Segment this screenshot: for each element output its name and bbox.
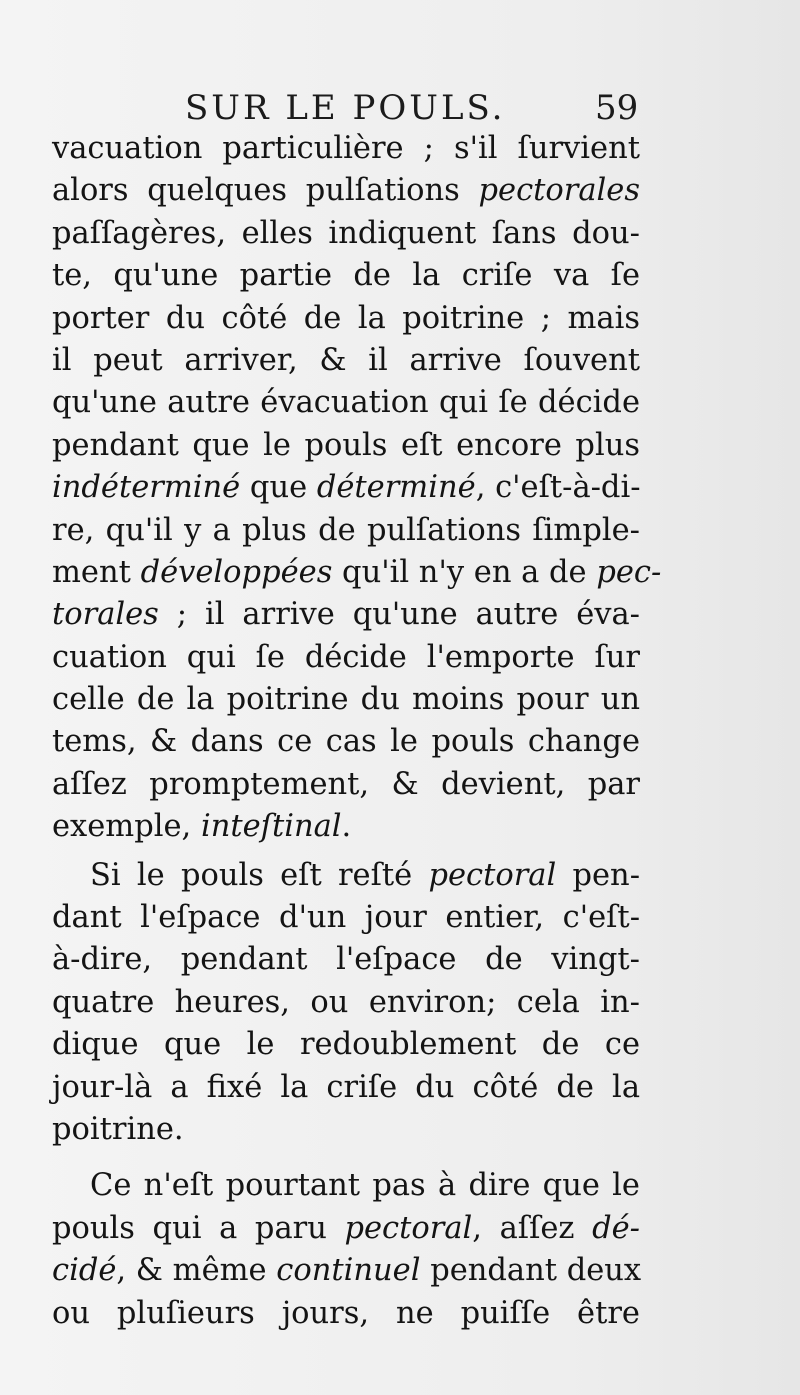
text-line [52, 170, 640, 212]
text-span: qu'il n'y en a de [332, 554, 597, 590]
italic-text-span: dé- [592, 1210, 640, 1246]
text-span: te, qu'une partie de la criſe va ſe [52, 258, 640, 294]
text-line [52, 1208, 640, 1250]
text-span: jour-là a fixé la criſe du côté de la [52, 1069, 640, 1105]
text-span: ment [52, 554, 141, 590]
text-line [52, 340, 640, 382]
text-line [52, 679, 640, 721]
text-line [52, 1250, 640, 1292]
text-span: . [341, 809, 352, 845]
text-span: Ce n'eſt pourtant pas à dire que le [90, 1168, 640, 1204]
text-line [52, 637, 640, 679]
text-span: tems, & dans ce cas le pouls change [52, 724, 640, 760]
italic-text-span: pectoral [344, 1210, 473, 1246]
italic-text-span: pectoral [428, 857, 557, 893]
body-text [52, 128, 662, 1335]
text-span: pendant que le pouls eſt encore plus [52, 427, 640, 463]
text-line [52, 897, 640, 939]
text-line [52, 982, 640, 1024]
text-line [52, 1165, 640, 1207]
text-line [52, 255, 640, 297]
text-span: quatre heures, ou environ; cela in- [52, 984, 640, 1020]
italic-text-span: pectorales [478, 173, 640, 209]
italic-text-span: continuel [276, 1253, 421, 1289]
text-line [52, 1067, 640, 1109]
text-line [52, 128, 640, 170]
text-line [52, 467, 640, 509]
text-line [52, 806, 640, 848]
text-span: dique que le redoublement de ce [52, 1027, 640, 1063]
text-line [52, 1293, 640, 1335]
text-span: poitrine. [52, 1111, 184, 1147]
text-span: que [240, 470, 317, 506]
italic-text-span: indéterminé [52, 470, 241, 506]
text-span: celle de la poitrine du moins pour un [52, 682, 640, 718]
text-line [52, 764, 640, 806]
text-line [52, 594, 640, 636]
running-head [0, 88, 800, 128]
text-span: aſſez promptement, & devient, par [52, 766, 640, 802]
text-line [52, 213, 640, 255]
italic-text-span: inteſtinal [200, 809, 342, 845]
text-span: , c'eſt-à-di- [475, 470, 641, 506]
text-span: ou pluſieurs jours, ne puiſſe être [52, 1295, 640, 1331]
text-line [52, 1024, 640, 1066]
text-span: Si le pouls eſt reſté [90, 857, 429, 893]
text-line [52, 382, 640, 424]
italic-text-span: déterminé [316, 470, 476, 506]
text-span: à-dire, pendant l'eſpace de vingt- [52, 942, 640, 978]
italic-text-span: torales [52, 597, 159, 633]
text-span: re, qu'il y a plus de pulſations ſimple- [52, 512, 640, 548]
text-span: pouls qui a paru [52, 1210, 345, 1246]
italic-text-span: développées [140, 554, 333, 590]
text-line [52, 552, 662, 594]
text-span: pendant deux [420, 1253, 642, 1289]
text-span: il peut arriver, & il arrive ſouvent [52, 342, 640, 378]
text-span: qu'une autre évacuation qui ſe décide [52, 385, 640, 421]
text-line [52, 855, 640, 897]
text-span: pen- [556, 857, 641, 893]
text-line [52, 939, 640, 981]
page-number: 59 [595, 88, 639, 128]
text-span: cuation qui ſe décide l'emporte ſur [52, 639, 640, 675]
text-span: paſſagères, elles indiquent ſans dou- [52, 215, 640, 251]
text-span: alors quelques pulſations [52, 173, 479, 209]
italic-text-span: pec- [596, 554, 662, 590]
text-span: vacuation particulière ; s'il ſurvient [52, 131, 640, 166]
text-line [52, 510, 640, 552]
text-span: dant l'eſpace d'un jour entier, c'eſt- [52, 900, 640, 936]
text-line [52, 298, 640, 340]
text-span: ; il arrive qu'une autre éva- [158, 597, 640, 633]
text-span: porter du côté de la poitrine ; mais [52, 300, 640, 336]
text-line [52, 1109, 640, 1151]
text-span: , & même [116, 1253, 277, 1289]
text-span: , aſſez [472, 1210, 593, 1246]
text-line [52, 425, 640, 467]
italic-text-span: cidé [52, 1253, 117, 1289]
text-span: exemple, [52, 809, 201, 845]
text-line [52, 721, 640, 763]
running-title: SUR LE POULS. [185, 88, 506, 128]
